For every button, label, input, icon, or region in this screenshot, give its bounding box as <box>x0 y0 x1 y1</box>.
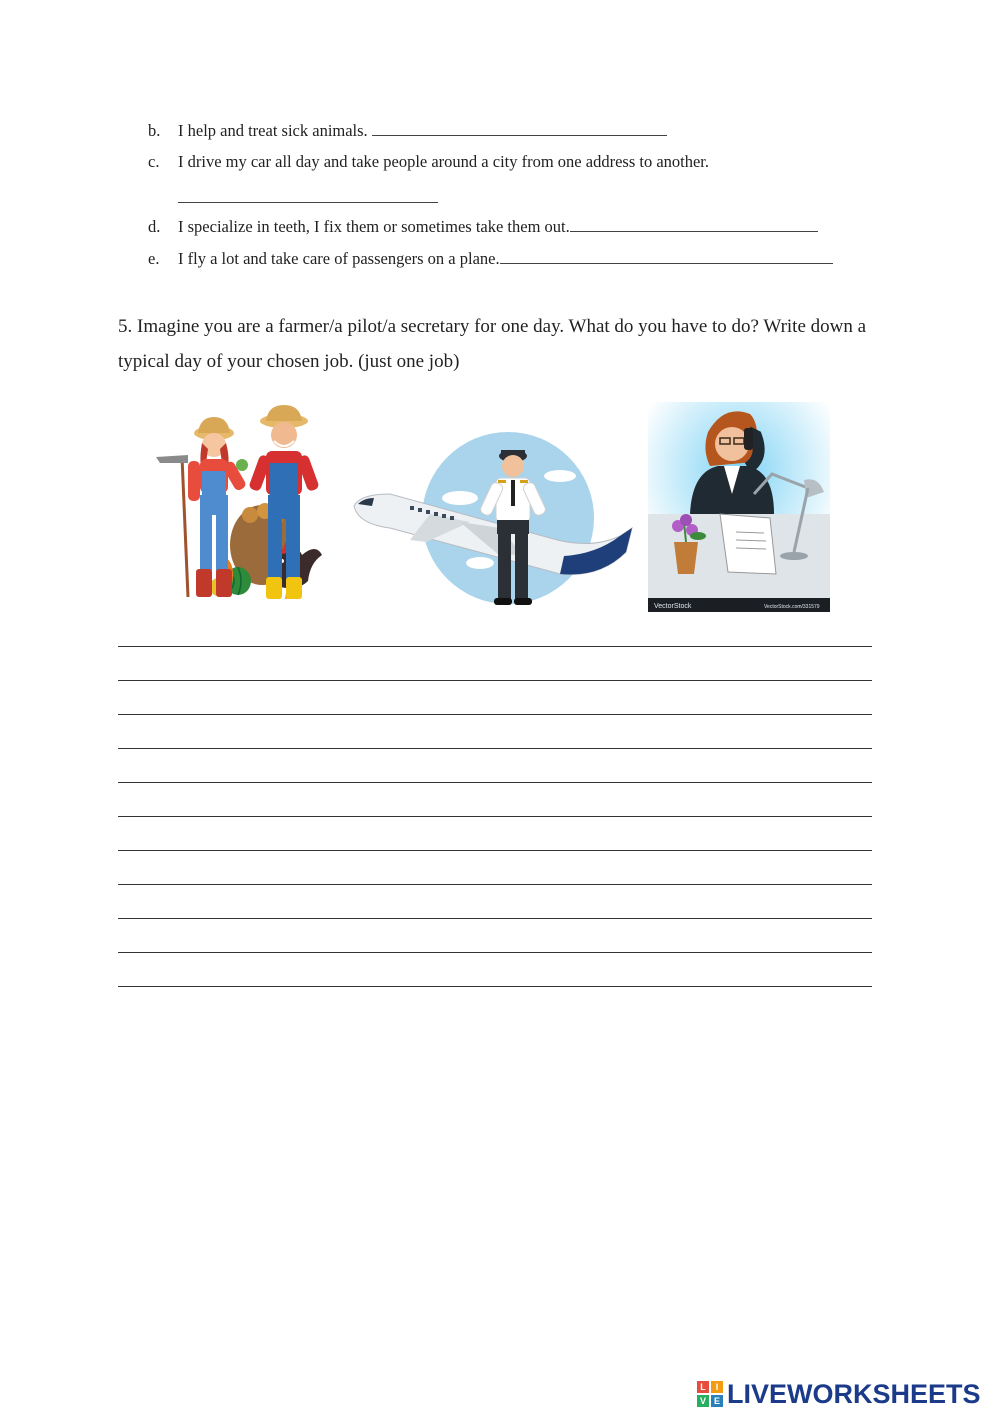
writing-line[interactable] <box>118 836 872 851</box>
answer-blank-e[interactable] <box>500 248 833 264</box>
logo-mark-letter: I <box>711 1381 723 1393</box>
writing-line[interactable] <box>118 972 872 987</box>
answer-blank-b[interactable] <box>372 120 667 136</box>
item-c <box>148 152 709 172</box>
liveworksheets-logo <box>697 1379 981 1409</box>
item-letter: e. <box>148 249 160 268</box>
writing-line[interactable] <box>118 700 872 715</box>
secretary-on-phone-illustration <box>648 402 830 612</box>
watermark-vectorstock: VectorStock <box>654 603 692 610</box>
item-text: I fly a lot and take care of passengers on a plane. <box>178 249 500 268</box>
item-d <box>148 216 818 237</box>
question-5: 5. Imagine you are a farmer/a pilot/a secretary for one day. What do you have to do? Write down a typical day of your chosen job. (just one job) <box>118 316 867 372</box>
writing-line[interactable] <box>118 904 872 919</box>
item-letter: c. <box>148 152 160 171</box>
writing-line[interactable] <box>118 768 872 783</box>
item-e <box>148 248 833 269</box>
logo-mark-icon <box>697 1381 723 1407</box>
farmer-illustration <box>150 405 330 605</box>
writing-line[interactable] <box>118 666 872 681</box>
item-text: I specialize in teeth, I fix them or sometimes take them out. <box>178 217 570 236</box>
writing-line[interactable] <box>118 802 872 817</box>
item-letter: d. <box>148 217 161 236</box>
item-letter: b. <box>148 121 161 140</box>
answer-blank-c[interactable] <box>178 188 438 203</box>
writing-line[interactable] <box>118 632 872 647</box>
answer-blank-d[interactable] <box>570 216 818 232</box>
item-text: I drive my car all day and take people around a city from one address to another. <box>178 152 710 171</box>
writing-line[interactable] <box>118 938 872 953</box>
logo-mark-letter: V <box>697 1395 709 1407</box>
watermark-url: VectorStock.com/331579 <box>764 604 820 610</box>
item-text: I help and treat sick animals. <box>178 121 372 140</box>
logo-mark-letter: E <box>711 1395 723 1407</box>
writing-line[interactable] <box>118 734 872 749</box>
writing-line[interactable] <box>118 870 872 885</box>
logo-text: LIVEWORKSHEETS <box>727 1378 981 1409</box>
pilot-with-airplane-illustration <box>350 428 640 613</box>
logo-mark-letter: L <box>697 1381 709 1393</box>
item-b <box>148 120 667 141</box>
